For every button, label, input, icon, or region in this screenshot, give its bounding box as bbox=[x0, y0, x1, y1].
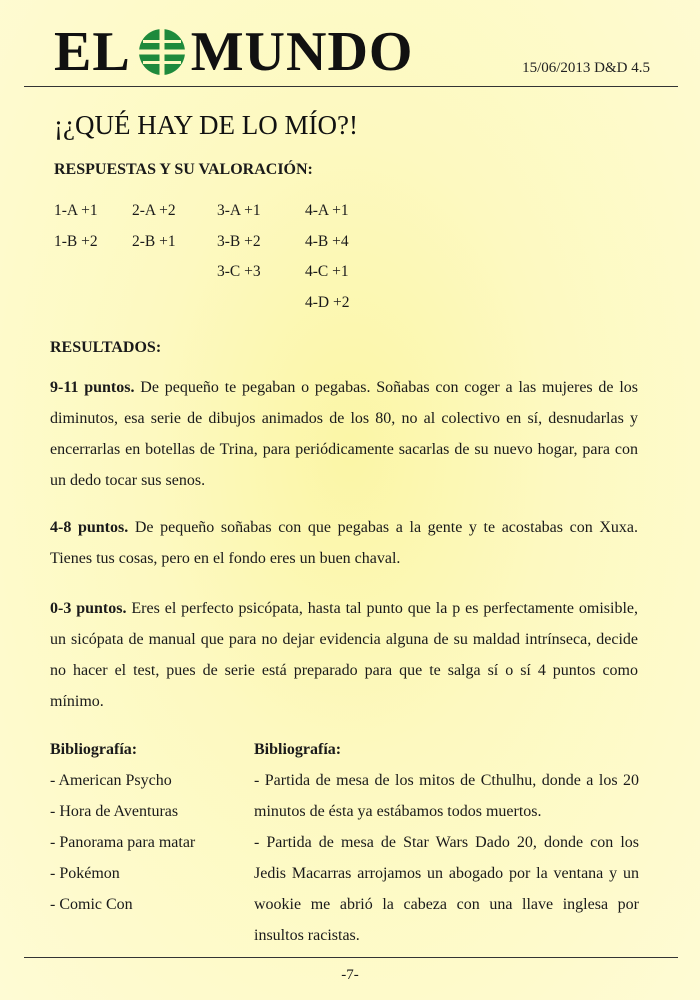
result-paragraph bbox=[50, 512, 638, 574]
masthead-logo bbox=[54, 21, 414, 83]
bibliography-item: - Partida de mesa de Star Wars Dado 20, donde con los Jedis Macarras arrojamos un abogado por la ventana y un wookie me abrió la cabeza con una llave inglesa por insultos racistas. bbox=[254, 834, 639, 944]
answer-value: 3-B +2 bbox=[217, 232, 261, 250]
result-text: De pequeño soñabas con que pegabas a la gente y te acostabas con Xuxa. Tienes tus cosas, pero en el fondo eres un buen chaval. bbox=[50, 519, 639, 567]
page-number: -7- bbox=[341, 967, 359, 983]
bibliography-heading: Bibliografía: bbox=[254, 741, 342, 758]
answer-value: 2-A +2 bbox=[132, 202, 176, 219]
answer-value: 3-A +1 bbox=[217, 202, 261, 219]
result-text: De pequeño te pegaban o pegabas. Soñabas con coger a las mujeres de los diminutos, esa serie de dibujos animados de los 80, no al colectivo en sí, desnudarlas y encerrarlas en botellas de Trina, para periódicamente sacarlas de su nuevo hogar, para con un dedo tocar sus senos. bbox=[50, 379, 638, 489]
logo-text-el: EL bbox=[54, 21, 131, 83]
bibliography-item: - Panorama para matar bbox=[50, 834, 196, 851]
result-label: 9-11 puntos. bbox=[50, 379, 135, 396]
answer-value: 4-C +1 bbox=[305, 263, 349, 280]
footer-divider bbox=[24, 957, 678, 958]
bibliography-heading: Bibliografía: bbox=[50, 741, 138, 758]
bibliography-item: - Comic Con bbox=[50, 896, 133, 913]
answer-value: 4-A +1 bbox=[305, 202, 349, 219]
header-divider bbox=[24, 86, 678, 87]
bibliography-item: - Hora de Aventuras bbox=[50, 803, 179, 820]
answer-value: 4-B +4 bbox=[305, 232, 349, 250]
article-title: ¡¿QUÉ HAY DE LO MÍO?! bbox=[54, 110, 358, 140]
bibliography-right bbox=[254, 734, 639, 951]
bibliography-left bbox=[50, 734, 195, 920]
results-heading: RESULTADOS: bbox=[50, 339, 162, 356]
answer-value: 4-D +2 bbox=[305, 293, 350, 311]
answer-value: 1-A +1 bbox=[54, 202, 98, 219]
globe-icon bbox=[137, 27, 187, 77]
answers-column bbox=[54, 202, 98, 263]
header-date: 15/06/2013 D&D 4.5 bbox=[522, 60, 650, 76]
result-paragraph bbox=[50, 372, 638, 496]
result-label: 4-8 puntos. bbox=[50, 519, 129, 536]
logo-text-mundo: MUNDO bbox=[190, 21, 414, 83]
bibliography-item: - Pokémon bbox=[50, 865, 120, 882]
answers-column bbox=[217, 202, 261, 294]
result-label: 0-3 puntos. bbox=[50, 600, 127, 617]
answer-value: 2-B +1 bbox=[132, 232, 176, 250]
result-paragraph bbox=[50, 593, 638, 717]
bibliography-item: - Partida de mesa de los mitos de Cthulhu, donde a los 20 minutos de ésta ya estábamos todos muertos. bbox=[254, 772, 639, 820]
result-text: Eres el perfecto psicópata, hasta tal punto que la p es perfectamente omisible, un sicópata de manual que para no dejar evidencia alguna de su maldad intrínseca, decide no hacer el test, pues de serie está preparado para que te salga sí o sí 4 puntos como mínimo. bbox=[50, 600, 638, 710]
answers-heading: RESPUESTAS Y SU VALORACIÓN: bbox=[54, 161, 313, 178]
answers-column bbox=[305, 202, 349, 324]
answers-column bbox=[132, 202, 176, 263]
bibliography-item: - American Psycho bbox=[50, 772, 172, 789]
answer-value: 1-B +2 bbox=[54, 232, 98, 250]
answer-value: 3-C +3 bbox=[217, 263, 261, 280]
